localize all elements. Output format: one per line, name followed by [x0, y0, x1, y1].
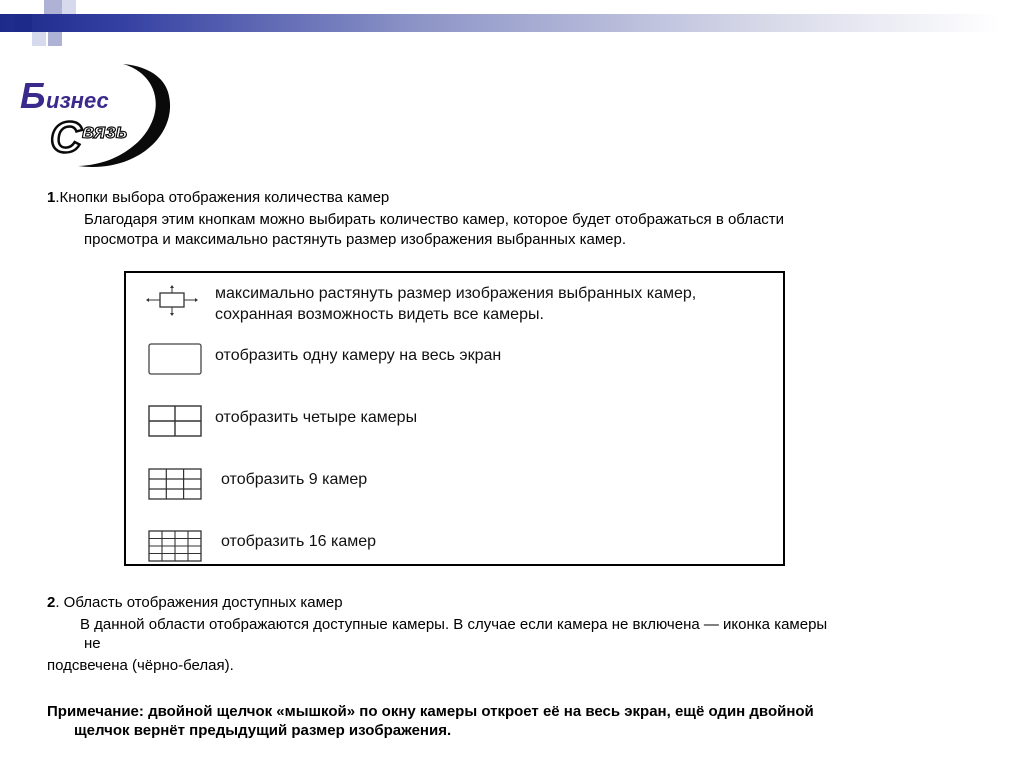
legend-item-four: отобразить четыре камеры [215, 409, 418, 426]
note-line1: Примечание: двойной щелчок «мышкой» по окну камеры откроет её на весь экран, ещё один двойной [47, 703, 814, 720]
section1-desc-line2: просмотра и максимально растянуть размер изображения выбранных камер. [84, 231, 627, 248]
section2-desc-line1: В данной области отображаются доступные камеры. В случае если камера не включена — иконка камеры [80, 616, 828, 633]
corner-square [48, 32, 62, 46]
camera-layout-legend [124, 271, 785, 566]
legend-item-stretch-line1: максимально растянуть размер изображения выбранных камер, [215, 285, 697, 302]
logo-line2: вязь [82, 121, 128, 143]
section2-number: 2 [47, 594, 56, 611]
logo-letter-b: Б [20, 75, 46, 116]
section1-heading: 1.Кнопки выбора отображения количества камер [47, 189, 390, 206]
section2-desc-line2: не [84, 635, 101, 652]
legend-item-sixteen: отобразить 16 камер [221, 533, 377, 550]
note-line2: щелчок вернёт предыдущий размер изображения. [74, 722, 452, 739]
section2-heading: 2. Область отображения доступных камер [47, 594, 343, 611]
logo-letter-s: С [50, 113, 82, 162]
corner-square [44, 0, 62, 14]
four-camera-grid-icon [148, 405, 202, 437]
sixteen-camera-grid-icon [148, 530, 202, 562]
stretch-arrows-icon [146, 285, 198, 317]
corner-square [62, 0, 76, 14]
section1-desc-line1: Благодаря этим кнопкам можно выбирать количество камер, которое будет отображаться в области [84, 211, 785, 228]
section1-number: 1 [47, 189, 56, 206]
corner-square [32, 32, 46, 46]
legend-item-stretch-line2: сохранная возможность видеть все камеры. [215, 306, 544, 323]
legend-item-single: отобразить одну камеру на весь экран [215, 347, 502, 364]
single-camera-icon [148, 343, 202, 375]
header-gradient-band [0, 14, 1024, 32]
logo-line1: изнес [46, 88, 109, 113]
nine-camera-grid-icon [148, 468, 202, 500]
legend-item-nine: отобразить 9 камер [221, 471, 368, 488]
company-logo [18, 62, 178, 177]
section2-desc-line3: подсвечена (чёрно-белая). [47, 657, 234, 674]
corner-square [14, 14, 32, 32]
